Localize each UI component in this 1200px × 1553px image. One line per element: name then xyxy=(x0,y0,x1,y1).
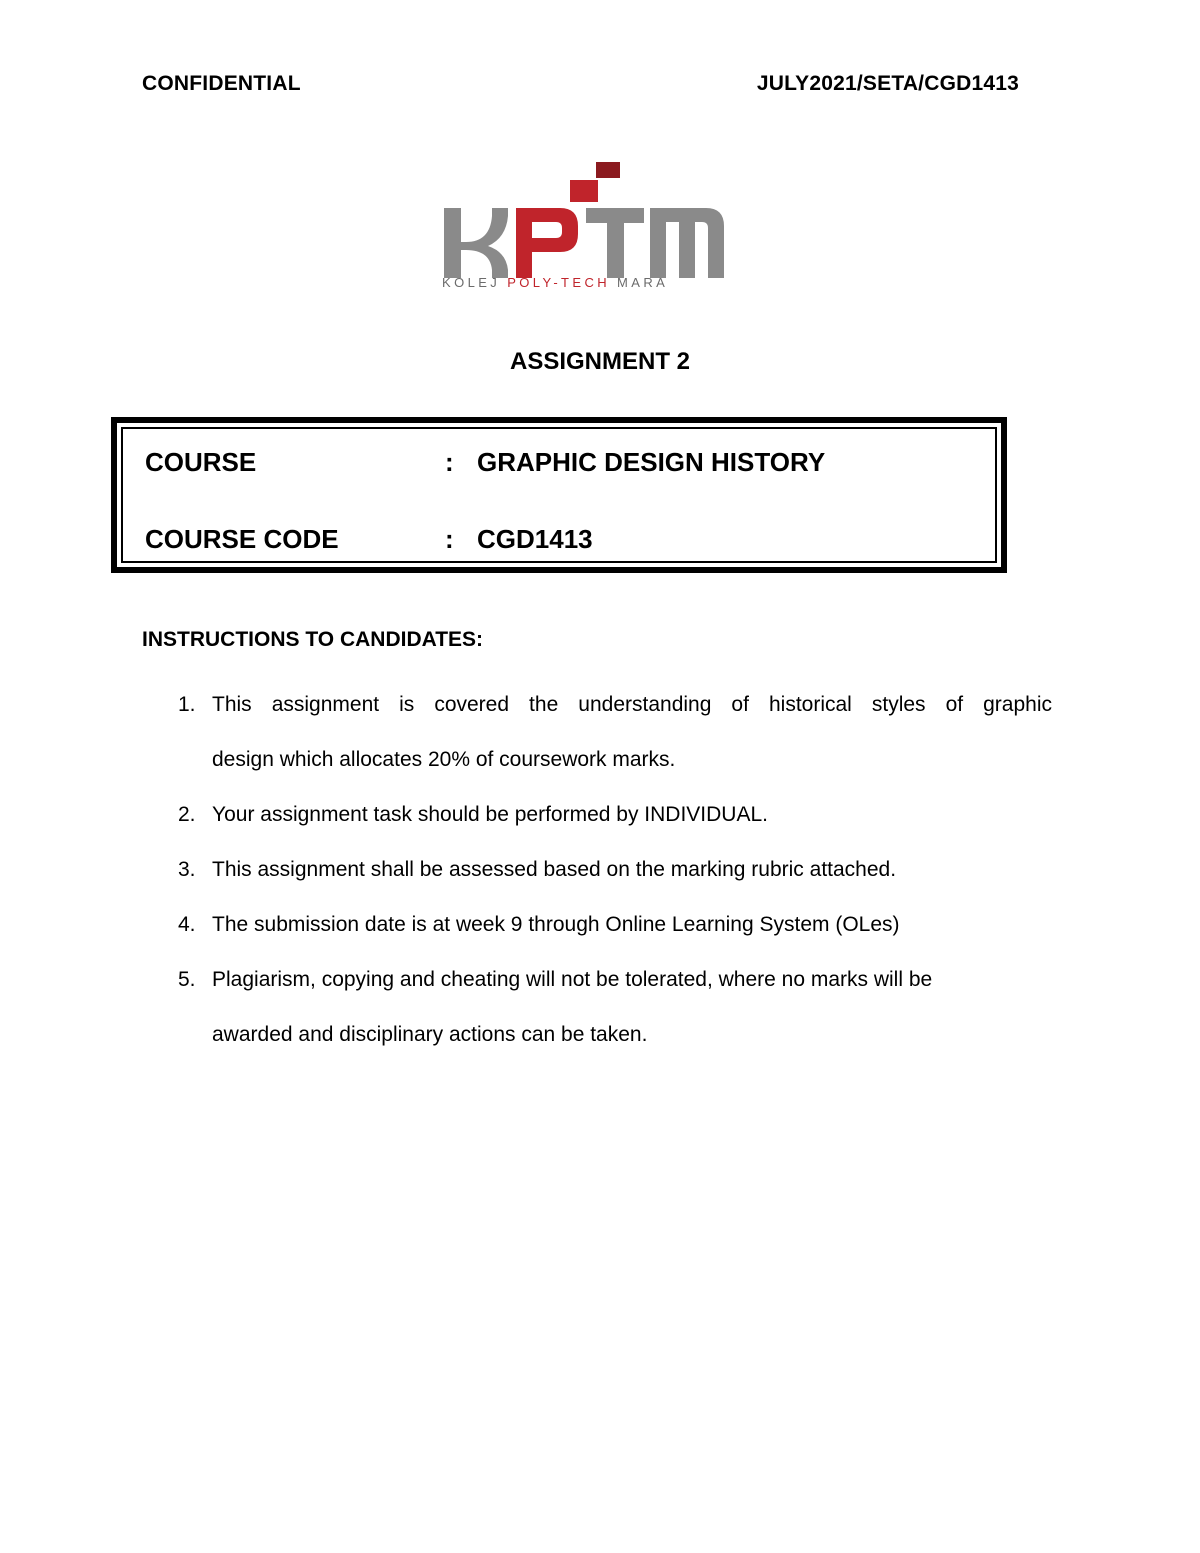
instruction-text: This assignment is covered the understanding of historical styles of graphic xyxy=(212,693,1052,716)
course-code-row xyxy=(145,524,593,555)
instruction-item-5 xyxy=(142,952,1052,1062)
instruction-text: This assignment shall be assessed based on the marking rubric attached. xyxy=(212,858,897,881)
kptm-logo xyxy=(436,158,736,288)
header-reference-code: JULY2021/SETA/CGD1413 xyxy=(756,72,1019,95)
assignment-title: ASSIGNMENT 2 xyxy=(509,348,691,375)
instruction-item-1 xyxy=(142,677,1052,787)
course-value: GRAPHIC DESIGN HISTORY xyxy=(477,447,826,477)
instruction-text: Your assignment task should be performed by INDIVIDUAL. xyxy=(212,803,768,826)
instruction-item-4 xyxy=(142,897,1052,952)
instruction-text: The submission date is at week 9 through Online Learning System (OLes) xyxy=(212,913,900,936)
logo-t-stem xyxy=(607,208,624,278)
instruction-number: 2. xyxy=(178,803,196,826)
instruction-number: 3. xyxy=(178,858,196,881)
logo-k-stem xyxy=(444,208,461,278)
instructions-list xyxy=(142,677,1052,1062)
course-code-value: CGD1413 xyxy=(477,524,593,554)
logo-square-mid xyxy=(570,180,598,202)
header-confidential: CONFIDENTIAL xyxy=(142,72,301,95)
instructions-heading: INSTRUCTIONS TO CANDIDATES: xyxy=(142,628,484,651)
course-info-inner-border xyxy=(121,427,997,563)
course-code-label: COURSE CODE xyxy=(145,524,339,554)
course-row xyxy=(145,447,825,478)
course-info-box xyxy=(111,417,1007,573)
logo-square-top xyxy=(596,162,620,178)
logo-tagline-kolej: KOLEJ xyxy=(442,275,508,288)
instruction-number: 1. xyxy=(178,693,196,716)
logo-tagline xyxy=(442,275,668,288)
instruction-text-continued: awarded and disciplinary actions can be taken. xyxy=(212,1023,648,1046)
course-separator: : xyxy=(445,447,454,477)
logo-m xyxy=(650,208,724,278)
instruction-text-continued: design which allocates 20% of coursework marks. xyxy=(212,748,676,771)
instruction-number: 5. xyxy=(178,968,196,991)
logo-k-arm xyxy=(461,208,508,278)
instruction-item-3 xyxy=(142,842,1052,897)
logo-tagline-polytech: POLY-TECH xyxy=(507,275,611,288)
logo-tagline-mara: MARA xyxy=(610,275,669,288)
course-label: COURSE xyxy=(145,447,257,477)
instruction-number: 4. xyxy=(178,913,196,936)
instruction-item-2 xyxy=(142,787,1052,842)
instruction-text: Plagiarism, copying and cheating will not be tolerated, where no marks will be xyxy=(212,968,933,991)
logo-p xyxy=(516,208,578,278)
course-code-separator: : xyxy=(445,524,454,554)
